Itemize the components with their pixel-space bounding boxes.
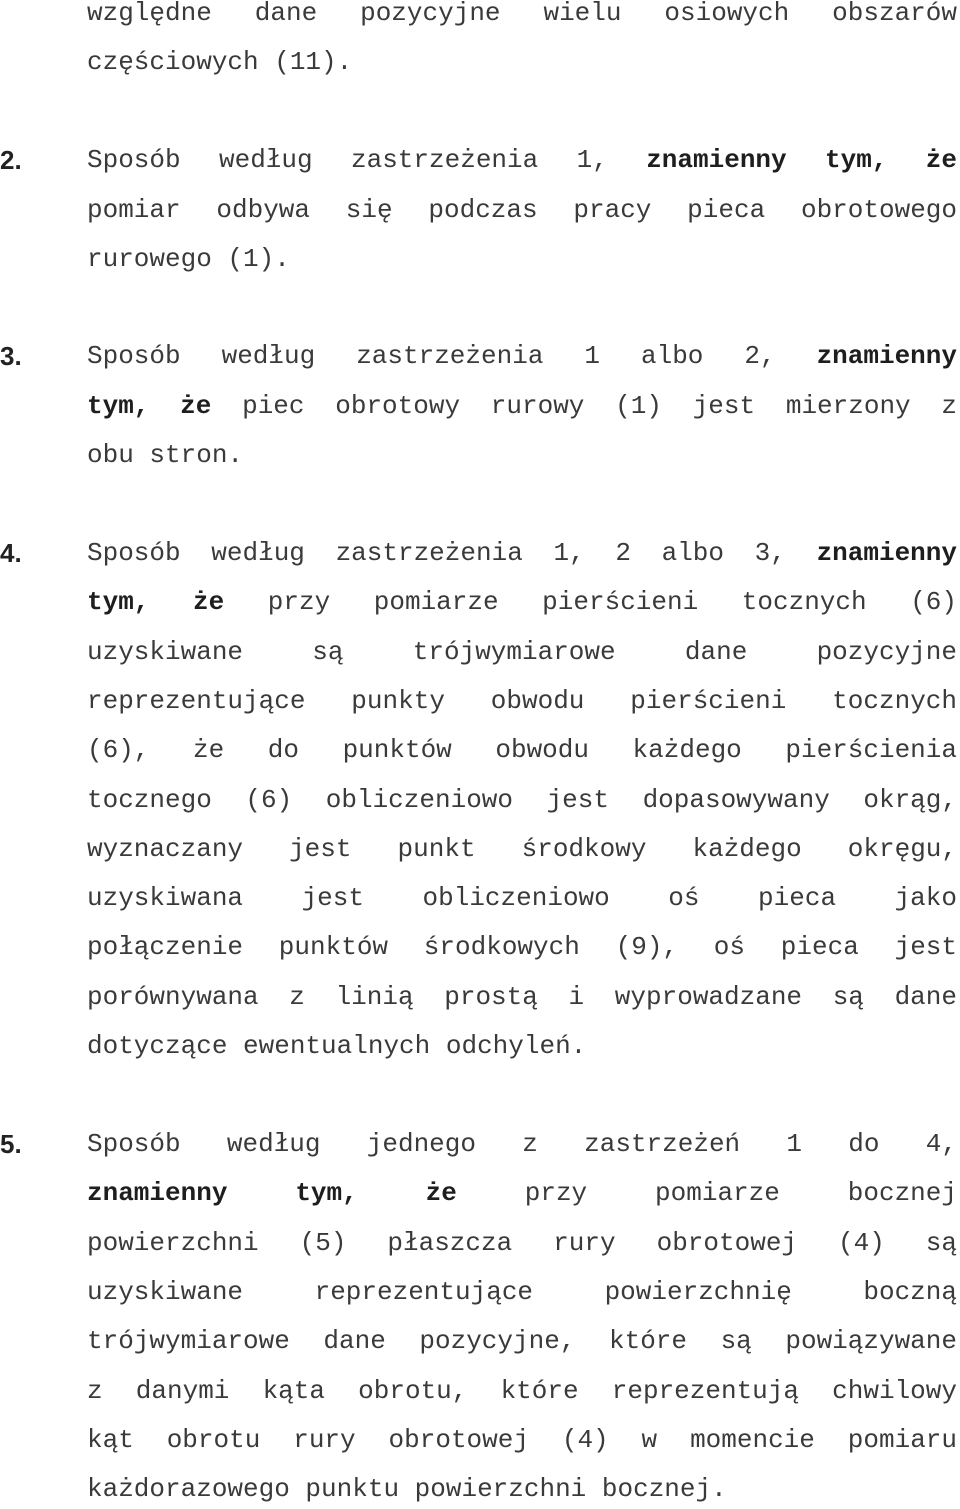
claim-line: uzyskiwane są trójwymiarowe dane pozycyjne (87, 637, 957, 667)
claim-line: kąt obrotu rury obrotowej (4) w momencie pomiaru (87, 1425, 957, 1455)
intro-line: częściowych (11). (87, 47, 353, 77)
claim-line: uzyskiwane reprezentujące powierzchnię boczną (87, 1277, 957, 1307)
claim-line: z danymi kąta obrotu, które reprezentują chwilowy (87, 1376, 957, 1406)
claim-line: pomiar odbywa się podczas pracy pieca obrotowego (87, 195, 957, 225)
claim-line: dotyczące ewentualnych odchyleń. (87, 1031, 587, 1061)
claim-number: 3. (0, 341, 22, 371)
claim-line: obu stron. (87, 440, 244, 470)
claim-line: uzyskiwana jest obliczeniowo oś pieca jako (87, 883, 957, 913)
claim-line: reprezentujące punkty obwodu pierścieni tocznych (87, 686, 957, 716)
claim-line: Sposób według zastrzeżenia 1, znamienny tym, że (87, 145, 958, 175)
claim-line: Sposób według zastrzeżenia 1, 2 albo 3, znamienny (87, 538, 957, 568)
claim-line: (6), że do punktów obwodu każdego pierścienia (87, 735, 957, 765)
intro-line: względne dane pozycyjne wielu osiowych obszarów (87, 0, 957, 28)
claim-line: tym, że przy pomiarze pierścieni tocznych (6) (87, 587, 957, 617)
claim-line: powierzchni (5) płaszcza rury obrotowej (4) są (87, 1228, 957, 1258)
claim-line: tocznego (6) obliczeniowo jest dopasowywany okrąg, (87, 785, 957, 815)
claim-line: rurowego (1). (87, 244, 290, 274)
claim-line: tym, że piec obrotowy rurowy (1) jest mierzony z (87, 391, 957, 421)
claim-number: 2. (0, 145, 22, 175)
claim-line: znamienny tym, że przy pomiarze bocznej (87, 1178, 957, 1208)
claim-line: wyznaczany jest punkt środkowy każdego okręgu, (87, 834, 957, 864)
claim-number: 4. (0, 538, 22, 568)
claim-number: 5. (0, 1129, 22, 1159)
claim-line: porównywana z linią prostą i wyprowadzane są dane (87, 982, 957, 1012)
claim-line: Sposób według jednego z zastrzeżeń 1 do 4, (87, 1129, 957, 1159)
claim-line: trójwymiarowe dane pozycyjne, które są powiązywane (87, 1326, 957, 1356)
claim-line: połączenie punktów środkowych (9), oś pieca jest (87, 932, 957, 962)
claim-line: Sposób według zastrzeżenia 1 albo 2, znamienny (87, 341, 957, 371)
claim-line: każdorazowego punktu powierzchni bocznej. (87, 1474, 727, 1504)
